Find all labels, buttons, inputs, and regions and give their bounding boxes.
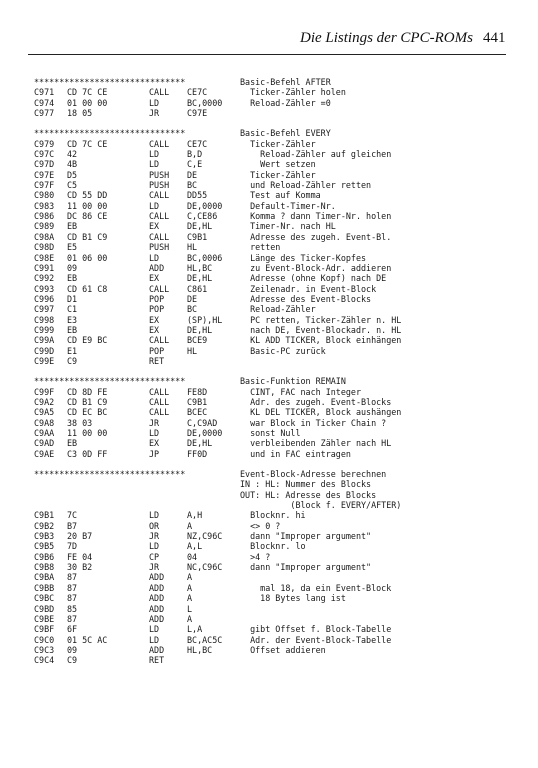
mnemonic: CALL <box>149 396 170 407</box>
opcode-bytes: CD 8D FE <box>67 386 108 397</box>
mnemonic: JP <box>149 448 160 459</box>
operand: DE,HL <box>187 273 213 284</box>
opcode-bytes: 87 <box>67 572 78 583</box>
comment: und in FAC eintragen <box>240 448 351 459</box>
mnemonic: LD <box>149 634 160 645</box>
mnemonic: LD <box>149 200 160 211</box>
operand: (SP),HL <box>187 314 223 325</box>
address: C980 <box>34 190 55 201</box>
opcode-bytes: CD 55 DD <box>67 190 108 201</box>
listing-row <box>34 438 538 448</box>
operand: DE <box>187 169 198 180</box>
mnemonic: ADD <box>149 582 165 593</box>
address: C9C4 <box>34 655 55 666</box>
address: C986 <box>34 211 55 222</box>
address: C979 <box>34 138 55 149</box>
listing-row <box>34 387 538 397</box>
mnemonic: ADD <box>149 613 165 624</box>
listing-row <box>34 346 538 356</box>
opcode-bytes: CD 7C CE <box>67 87 108 98</box>
listing-row <box>34 500 538 510</box>
operand: HL,BC <box>187 644 213 655</box>
opcode-bytes: 01 00 00 <box>67 97 108 108</box>
mnemonic: CALL <box>149 211 170 222</box>
address: C983 <box>34 200 55 211</box>
opcode-bytes: EB <box>67 221 78 232</box>
opcode-bytes: 7D <box>67 541 78 552</box>
opcode-bytes: B7 <box>67 520 78 531</box>
comment: nach DE, Event-Blockadr. n. HL <box>240 324 402 335</box>
opcode-bytes: D1 <box>67 293 78 304</box>
comment: mal 18, da ein Event-Block <box>240 582 392 593</box>
separator-stars: ****************************** <box>34 469 186 480</box>
opcode-bytes: 87 <box>67 582 78 593</box>
section-header-row <box>34 128 538 138</box>
operand: DE <box>187 293 198 304</box>
operand: A <box>187 582 193 593</box>
mnemonic: ADD <box>149 262 165 273</box>
comment: dann "Improper argument" <box>240 531 372 542</box>
operand: BC <box>187 180 198 191</box>
opcode-bytes: E3 <box>67 314 78 325</box>
section-title: Basic-Befehl AFTER <box>240 77 331 87</box>
opcode-bytes: 4B <box>67 159 78 170</box>
listing-row <box>34 655 538 665</box>
mnemonic: POP <box>149 304 165 315</box>
comment: gibt Offset f. Block-Tabelle <box>240 624 392 635</box>
mnemonic: CALL <box>149 87 170 98</box>
address: C9A5 <box>34 407 55 418</box>
address: C9B8 <box>34 562 55 573</box>
opcode-bytes: 18 05 <box>67 108 93 119</box>
section-title: Event-Block-Adresse berechnen <box>240 469 387 480</box>
mnemonic: CALL <box>149 407 170 418</box>
listing-row <box>34 315 538 325</box>
comment: Offset addieren <box>240 644 326 655</box>
address: C974 <box>34 97 55 108</box>
comment: OUT: HL: Adresse des Blocks <box>240 489 377 500</box>
mnemonic: JR <box>149 417 160 428</box>
mnemonic: POP <box>149 293 165 304</box>
mnemonic: LD <box>149 97 160 108</box>
listing-row <box>34 397 538 407</box>
listing-row <box>34 479 538 489</box>
comment: Basic-PC zurück <box>240 345 326 356</box>
opcode-bytes: 87 <box>67 593 78 604</box>
operand: L,A <box>187 624 203 635</box>
operand: C9B1 <box>187 396 208 407</box>
opcode-bytes: CD 61 C8 <box>67 283 108 294</box>
section-title: Basic-Funktion REMAIN <box>240 376 346 387</box>
operand: BCE9 <box>187 335 208 346</box>
address: C9C3 <box>34 644 55 655</box>
operand: HL <box>187 345 198 356</box>
comment: Länge des Ticker-Kopfes <box>240 252 367 263</box>
listing-row <box>34 490 538 500</box>
operand: 04 <box>187 551 198 562</box>
listing-row <box>34 541 538 551</box>
operand: L <box>187 603 193 614</box>
comment: IN : HL: Nummer des Blocks <box>240 479 372 490</box>
opcode-bytes: 01 06 00 <box>67 252 108 263</box>
mnemonic: CP <box>149 551 160 562</box>
address: C977 <box>34 108 55 119</box>
comment: (Block f. EVERY/AFTER) <box>240 500 402 511</box>
opcode-bytes: 7C <box>67 510 78 521</box>
comment: >4 ? <box>240 551 271 562</box>
listing-row <box>34 253 538 263</box>
operand: BC,0000 <box>187 97 223 108</box>
opcode-bytes: EB <box>67 273 78 284</box>
listing-row <box>34 242 538 252</box>
mnemonic: EX <box>149 273 160 284</box>
mnemonic: PUSH <box>149 169 170 180</box>
opcode-bytes: EB <box>67 324 78 335</box>
mnemonic: EX <box>149 324 160 335</box>
listing-row <box>34 407 538 417</box>
address: C9B1 <box>34 510 55 521</box>
comment: war Block in Ticker Chain ? <box>240 417 387 428</box>
mnemonic: POP <box>149 345 165 356</box>
opcode-bytes: C1 <box>67 304 78 315</box>
address: C9BC <box>34 593 55 604</box>
section-gap <box>34 459 538 469</box>
listing-row <box>34 98 538 108</box>
operand: A <box>187 613 193 624</box>
address: C9BB <box>34 582 55 593</box>
address: C99A <box>34 335 55 346</box>
operand: A <box>187 520 193 531</box>
listing-row <box>34 159 538 169</box>
opcode-bytes: 09 <box>67 262 78 273</box>
opcode-bytes: CD B1 C9 <box>67 231 108 242</box>
listing-row <box>34 180 538 190</box>
opcode-bytes: 6F <box>67 624 78 635</box>
comment: Adr. des zugeh. Event-Blocks <box>240 396 392 407</box>
comment: Reload-Zähler <box>240 304 316 315</box>
comment: Ticker-Zähler <box>240 138 316 149</box>
operand: DE,HL <box>187 324 213 335</box>
listing-row <box>34 552 538 562</box>
opcode-bytes: 42 <box>67 149 78 160</box>
comment: zu Event-Block-Adr. addieren <box>240 262 392 273</box>
listing-row <box>34 273 538 283</box>
mnemonic: EX <box>149 438 160 449</box>
comment: Reload-Zähler =0 <box>240 97 331 108</box>
listing-row <box>34 356 538 366</box>
address: C9B6 <box>34 551 55 562</box>
listing-row <box>34 211 538 221</box>
opcode-bytes: 20 B7 <box>67 531 93 542</box>
operand: DE,HL <box>187 221 213 232</box>
address: C971 <box>34 87 55 98</box>
address: C989 <box>34 221 55 232</box>
mnemonic: LD <box>149 252 160 263</box>
address: C98D <box>34 242 55 253</box>
comment: 18 Bytes lang ist <box>240 593 346 604</box>
opcode-bytes: CD 7C CE <box>67 138 108 149</box>
separator-stars: ****************************** <box>34 77 186 87</box>
address: C996 <box>34 293 55 304</box>
operand: BC,0006 <box>187 252 223 263</box>
address: C99D <box>34 345 55 356</box>
address: C9C0 <box>34 634 55 645</box>
mnemonic: CALL <box>149 283 170 294</box>
mnemonic: LD <box>149 428 160 438</box>
mnemonic: JR <box>149 108 160 119</box>
address: C9AE <box>34 448 55 459</box>
operand: NZ,C96C <box>187 531 223 542</box>
opcode-bytes: 09 <box>67 644 78 655</box>
address: C97D <box>34 159 55 170</box>
operand: A,L <box>187 541 203 552</box>
listing-row <box>34 87 538 97</box>
listing-row <box>34 304 538 314</box>
listing-row <box>34 232 538 242</box>
comment: Reload-Zähler auf gleichen <box>240 149 392 160</box>
opcode-bytes: CD EC BC <box>67 407 108 418</box>
mnemonic: LD <box>149 624 160 635</box>
address: C993 <box>34 283 55 294</box>
comment: Adresse des Event-Blocks <box>240 293 372 304</box>
comment: dann "Improper argument" <box>240 562 372 573</box>
section-gap <box>34 118 538 128</box>
listing-row <box>34 572 538 582</box>
comment: Adresse des zugeh. Event-Bl. <box>240 231 392 242</box>
listing-row <box>34 428 538 438</box>
section-header-row <box>34 469 538 479</box>
listing-row <box>34 521 538 531</box>
listing-row <box>34 624 538 634</box>
mnemonic: CALL <box>149 386 170 397</box>
comment: Zeilenadr. in Event-Block <box>240 283 377 294</box>
operand: C9B1 <box>187 231 208 242</box>
opcode-bytes: 01 5C AC <box>67 634 108 645</box>
listing-row <box>34 449 538 459</box>
mnemonic: JR <box>149 531 160 542</box>
listing-row <box>34 418 538 428</box>
listing-row <box>34 635 538 645</box>
listing-row <box>34 294 538 304</box>
address: C998 <box>34 314 55 325</box>
address: C999 <box>34 324 55 335</box>
listing-row <box>34 614 538 624</box>
listing-row <box>34 221 538 231</box>
address: C991 <box>34 262 55 273</box>
address: C99E <box>34 355 55 366</box>
address: C9A8 <box>34 417 55 428</box>
opcode-bytes: C5 <box>67 180 78 191</box>
listing-row <box>34 645 538 655</box>
opcode-bytes: CD B1 C9 <box>67 396 108 407</box>
comment: KL DEL TICKER, Block aushängen <box>240 407 402 418</box>
mnemonic: RET <box>149 355 165 366</box>
operand: HL <box>187 242 198 253</box>
listing-row <box>34 108 538 118</box>
comment: Default-Timer-Nr. <box>240 200 336 211</box>
opcode-bytes: DC 86 CE <box>67 211 108 222</box>
operand: CE7C <box>187 87 208 98</box>
comment: PC retten, Ticker-Zähler n. HL <box>240 314 402 325</box>
comment: und Reload-Zähler retten <box>240 180 372 191</box>
operand: HL,BC <box>187 262 213 273</box>
separator-stars: ****************************** <box>34 128 186 139</box>
mnemonic: JR <box>149 562 160 573</box>
listing-row <box>34 335 538 345</box>
mnemonic: EX <box>149 221 160 232</box>
address: C9BA <box>34 572 55 583</box>
comment: Blocknr. hi <box>240 510 306 521</box>
mnemonic: EX <box>149 314 160 325</box>
listing-row <box>34 201 538 211</box>
address: C9BF <box>34 624 55 635</box>
address: C97C <box>34 149 55 160</box>
comment: Timer-Nr. nach HL <box>240 221 336 232</box>
comment: sonst Null <box>240 428 301 438</box>
listing-row <box>34 531 538 541</box>
comment: Wert setzen <box>240 159 316 170</box>
mnemonic: ADD <box>149 572 165 583</box>
opcode-bytes: CD E9 BC <box>67 335 108 346</box>
operand: CE7C <box>187 138 208 149</box>
section-header-row <box>34 77 538 87</box>
opcode-bytes: 11 00 00 <box>67 428 108 438</box>
mnemonic: ADD <box>149 593 165 604</box>
operand: FE8D <box>187 386 208 397</box>
comment: verbleibenden Zähler nach HL <box>240 438 392 449</box>
address: C97E <box>34 169 55 180</box>
mnemonic: LD <box>149 159 160 170</box>
mnemonic: LD <box>149 149 160 160</box>
opcode-bytes: C9 <box>67 355 78 366</box>
opcode-bytes: E1 <box>67 345 78 356</box>
mnemonic: LD <box>149 541 160 552</box>
mnemonic: RET <box>149 655 165 666</box>
running-header-title: Die Listings der CPC-ROMs <box>300 30 473 46</box>
listing-row <box>34 583 538 593</box>
address: C9AD <box>34 438 55 449</box>
operand: C,E <box>187 159 203 170</box>
mnemonic: CALL <box>149 138 170 149</box>
operand: C,C9AD <box>187 417 218 428</box>
opcode-bytes: 87 <box>67 613 78 624</box>
address: C9AA <box>34 428 55 438</box>
opcode-bytes: E5 <box>67 242 78 253</box>
operand: DE,0000 <box>187 428 223 438</box>
operand: DE,0000 <box>187 200 223 211</box>
separator-stars: ****************************** <box>34 376 186 387</box>
listing-row <box>34 593 538 603</box>
operand: B,D <box>187 149 203 160</box>
address: C9B3 <box>34 531 55 542</box>
operand: BCEC <box>187 407 208 418</box>
comment: <> 0 ? <box>240 520 281 531</box>
comment: Blocknr. lo <box>240 541 306 552</box>
listing-row <box>34 325 538 335</box>
listing-row <box>34 170 538 180</box>
listing-row <box>34 562 538 572</box>
comment: Test auf Komma <box>240 190 321 201</box>
address: C9A2 <box>34 396 55 407</box>
operand: NC,C96C <box>187 562 223 573</box>
operand: C861 <box>187 283 208 294</box>
mnemonic: CALL <box>149 190 170 201</box>
address: C9BE <box>34 613 55 624</box>
opcode-bytes: C9 <box>67 655 78 666</box>
operand: C,CE86 <box>187 211 218 222</box>
listing-row <box>34 284 538 294</box>
opcode-bytes: 38 03 <box>67 417 93 428</box>
page-number: 441 <box>483 30 506 46</box>
comment: Adresse (ohne Kopf) nach DE <box>240 273 387 284</box>
opcode-bytes: 85 <box>67 603 78 614</box>
address: C99F <box>34 386 55 397</box>
mnemonic: CALL <box>149 231 170 242</box>
address: C9B5 <box>34 541 55 552</box>
listing-row <box>34 263 538 273</box>
address: C97F <box>34 180 55 191</box>
section-header-row <box>34 376 538 386</box>
comment: retten <box>240 242 281 253</box>
mnemonic: PUSH <box>149 242 170 253</box>
listing-row <box>34 510 538 520</box>
mnemonic: LD <box>149 510 160 521</box>
address: C9B2 <box>34 520 55 531</box>
listing-row <box>34 190 538 200</box>
opcode-bytes: C3 0D FF <box>67 448 108 459</box>
mnemonic: OR <box>149 520 160 531</box>
operand: DD55 <box>187 190 208 201</box>
mnemonic: PUSH <box>149 180 170 191</box>
address: C997 <box>34 304 55 315</box>
listing-row <box>34 604 538 614</box>
comment: Adr. der Event-Block-Tabelle <box>240 634 392 645</box>
address: C9BD <box>34 603 55 614</box>
address: C98A <box>34 231 55 242</box>
opcode-bytes: D5 <box>67 169 78 180</box>
comment: KL ADD TICKER, Block einhängen <box>240 335 402 346</box>
header-divider <box>28 54 506 55</box>
operand: A <box>187 572 193 583</box>
mnemonic: ADD <box>149 644 165 655</box>
opcode-bytes: FE 04 <box>67 551 93 562</box>
opcode-bytes: EB <box>67 438 78 449</box>
operand: A,H <box>187 510 203 521</box>
comment: CINT, FAC nach Integer <box>240 386 362 397</box>
operand: C97E <box>187 108 208 119</box>
comment: Ticker-Zähler <box>240 169 316 180</box>
section-gap <box>34 366 538 376</box>
mnemonic: CALL <box>149 335 170 346</box>
operand: A <box>187 593 193 604</box>
listing-row <box>34 139 538 149</box>
comment: Ticker-Zähler holen <box>240 87 346 98</box>
comment: Komma ? dann Timer-Nr. holen <box>240 211 392 222</box>
address: C992 <box>34 273 55 284</box>
opcode-bytes: 30 B2 <box>67 562 93 573</box>
operand: BC <box>187 304 198 315</box>
section-title: Basic-Befehl EVERY <box>240 128 331 139</box>
operand: FF0D <box>187 448 208 459</box>
address: C98E <box>34 252 55 263</box>
mnemonic: ADD <box>149 603 165 614</box>
listing-row <box>34 149 538 159</box>
opcode-bytes: 11 00 00 <box>67 200 108 211</box>
operand: DE,HL <box>187 438 213 449</box>
operand: BC,AC5C <box>187 634 223 645</box>
assembly-listing <box>34 77 538 666</box>
